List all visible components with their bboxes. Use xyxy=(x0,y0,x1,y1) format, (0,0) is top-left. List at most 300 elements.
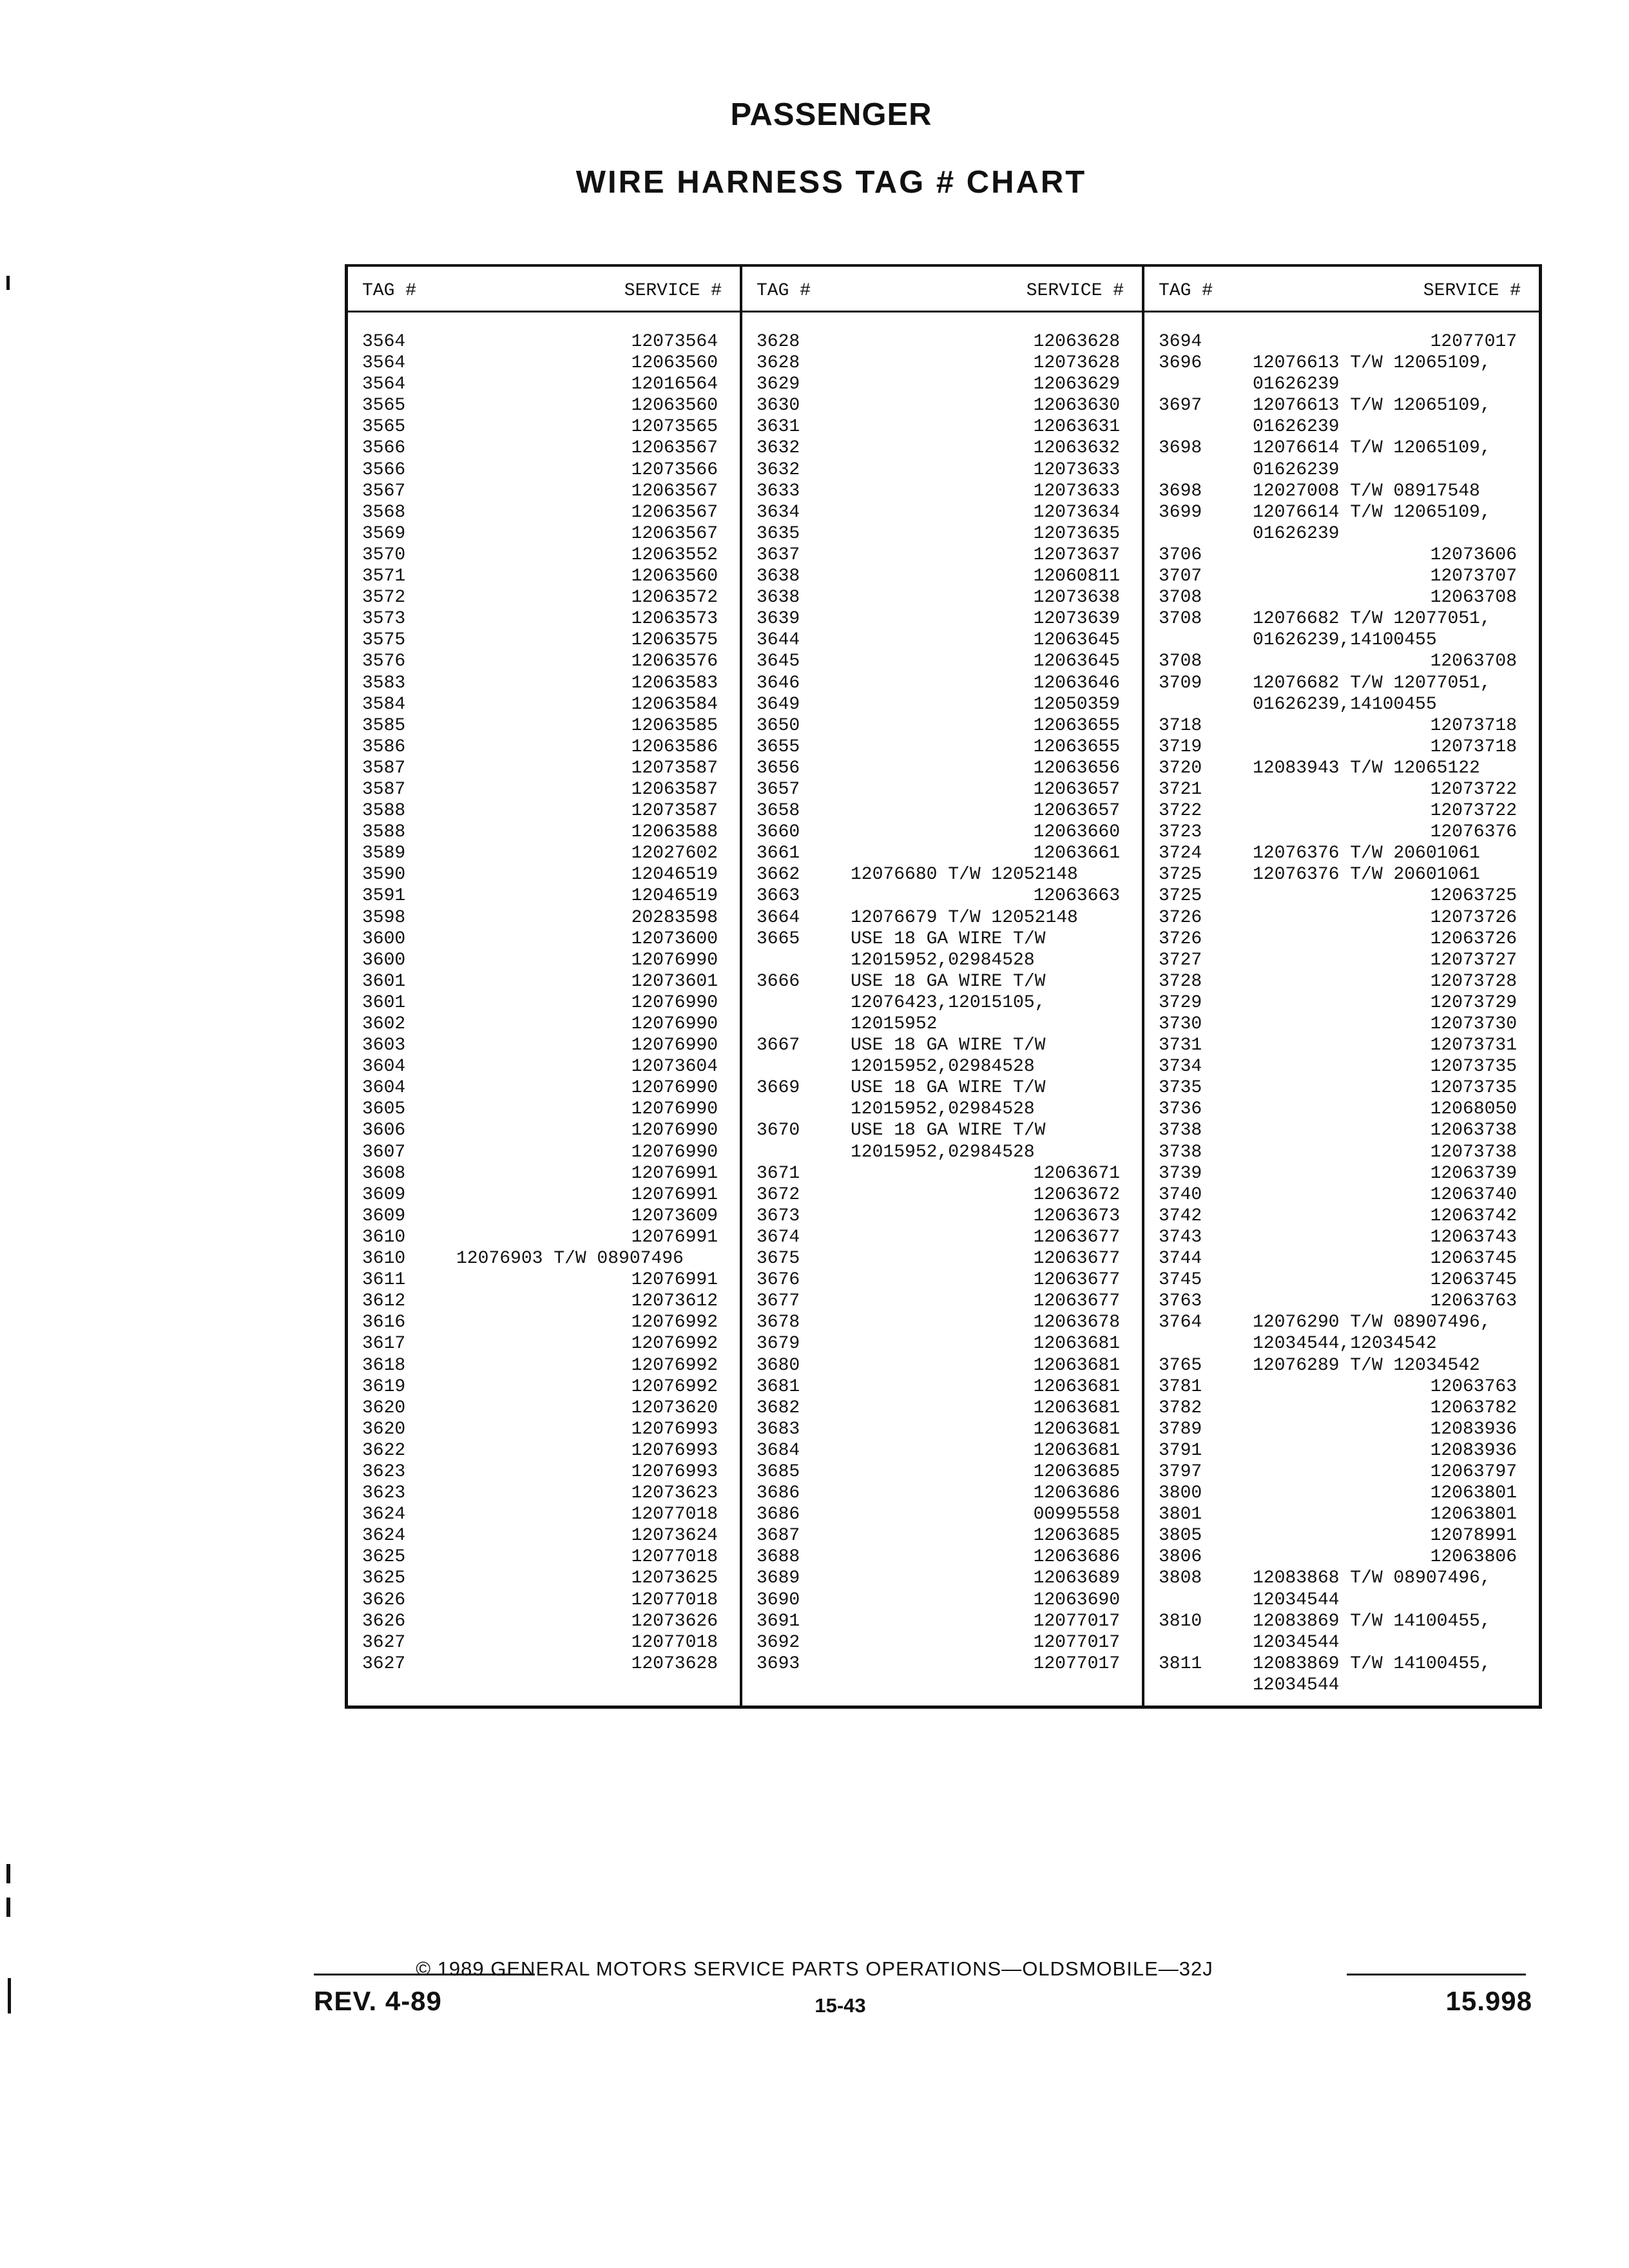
scan-edge-mark xyxy=(8,1978,11,2013)
service-number: 12063657 xyxy=(1033,801,1120,822)
service-number: 12063738 xyxy=(1430,1120,1517,1141)
tag-number: 3763 xyxy=(1159,1291,1202,1312)
service-number: 12073566 xyxy=(631,459,718,480)
service-number: 12077018 xyxy=(631,1590,718,1610)
tag-number: 3719 xyxy=(1159,736,1202,757)
service-number: 12063685 xyxy=(1033,1461,1120,1482)
tag-number: 3764 xyxy=(1159,1312,1202,1333)
table-row xyxy=(742,1419,1142,1440)
table-row xyxy=(348,1206,740,1227)
table-row xyxy=(742,1376,1142,1398)
table-row xyxy=(1144,885,1539,907)
tag-number: 3744 xyxy=(1159,1249,1202,1269)
service-number: 12073639 xyxy=(1033,609,1120,629)
tag-number: 3638 xyxy=(757,566,800,587)
tag-number: 3736 xyxy=(1159,1099,1202,1120)
table-row-continuation xyxy=(1144,1632,1539,1653)
row-list xyxy=(742,331,1142,1675)
service-number: USE 18 GA WIRE T/W xyxy=(851,1035,1046,1056)
service-number: 12063677 xyxy=(1033,1249,1120,1269)
table-row xyxy=(348,1035,740,1056)
service-header: SERVICE # xyxy=(1423,281,1521,301)
tag-number: 3572 xyxy=(362,588,406,608)
table-row xyxy=(348,566,740,587)
table-row xyxy=(1144,481,1539,502)
tag-number: 3590 xyxy=(362,865,406,885)
table-row xyxy=(742,1461,1142,1483)
tag-number: 3738 xyxy=(1159,1142,1202,1162)
tag-number: 3629 xyxy=(757,374,800,395)
table-row xyxy=(1144,502,1539,523)
service-number: 12063655 xyxy=(1033,715,1120,736)
service-number: 12083869 T/W 14100455, xyxy=(1253,1611,1491,1631)
table-row xyxy=(1144,1653,1539,1675)
table-row xyxy=(742,374,1142,395)
table-row xyxy=(348,1525,740,1546)
table-row xyxy=(1144,1398,1539,1419)
table-row xyxy=(1144,950,1539,971)
service-number: 12076993 xyxy=(631,1461,718,1482)
tag-number: 3679 xyxy=(757,1334,800,1354)
table-row xyxy=(1144,992,1539,1014)
service-number: 12027602 xyxy=(631,843,718,864)
table-row xyxy=(348,864,740,885)
table-row xyxy=(1144,1120,1539,1141)
tag-number: 3742 xyxy=(1159,1206,1202,1226)
table-row-continuation xyxy=(1144,416,1539,437)
table-row-continuation xyxy=(742,950,1142,971)
tag-number: 3663 xyxy=(757,886,800,907)
service-number: 12063725 xyxy=(1430,886,1517,907)
tag-number: 3628 xyxy=(757,332,800,352)
tag-number: 3645 xyxy=(757,651,800,672)
table-row-continuation xyxy=(1144,374,1539,395)
tag-number: 3724 xyxy=(1159,843,1202,864)
table-row-continuation xyxy=(742,1014,1142,1035)
service-number: 12073625 xyxy=(631,1568,718,1589)
chart-subtitle: WIRE HARNESS TAG # CHART xyxy=(575,165,1087,200)
tag-number: 3576 xyxy=(362,651,406,672)
tag-number: 3688 xyxy=(757,1547,800,1568)
tag-number: 3624 xyxy=(362,1504,406,1525)
table-row-continuation xyxy=(1144,1590,1539,1611)
table-row xyxy=(348,971,740,992)
service-number: 12015952,02984528 xyxy=(851,1099,1035,1120)
service-number: 12076991 xyxy=(631,1227,718,1247)
table-row xyxy=(348,608,740,629)
table-row-continuation xyxy=(1144,459,1539,481)
table-row xyxy=(1144,1568,1539,1589)
table-row xyxy=(348,502,740,523)
tag-header: TAG # xyxy=(362,281,417,301)
service-number: 12063681 xyxy=(1033,1398,1120,1418)
service-number: 12063681 xyxy=(1033,1440,1120,1461)
table-row xyxy=(742,758,1142,779)
tag-number: 3687 xyxy=(757,1526,800,1546)
tag-number: 3658 xyxy=(757,801,800,822)
service-number: 12063587 xyxy=(631,779,718,800)
page-number: 15-43 xyxy=(815,1994,866,2017)
table-row xyxy=(348,1184,740,1206)
service-number: 12063586 xyxy=(631,736,718,757)
table-row xyxy=(742,523,1142,544)
service-number: 12073735 xyxy=(1430,1078,1517,1099)
service-number: 12076289 T/W 12034542 xyxy=(1253,1355,1480,1376)
table-row xyxy=(742,395,1142,416)
tag-number: 3632 xyxy=(757,438,800,459)
service-number: 12076613 T/W 12065109, xyxy=(1253,353,1491,374)
table-row xyxy=(742,459,1142,481)
table-row xyxy=(1144,395,1539,416)
tag-number: 3675 xyxy=(757,1249,800,1269)
table-row xyxy=(1144,822,1539,843)
table-row xyxy=(1144,331,1539,352)
service-number: 12063629 xyxy=(1033,374,1120,395)
table-row xyxy=(742,1590,1142,1611)
table-row xyxy=(1144,1504,1539,1525)
tag-number: 3664 xyxy=(757,907,800,928)
table-row xyxy=(742,416,1142,437)
service-number: 12073707 xyxy=(1430,566,1517,587)
table-row xyxy=(742,544,1142,566)
tag-number: 3602 xyxy=(362,1014,406,1034)
tag-number: 3672 xyxy=(757,1184,800,1205)
table-row xyxy=(1144,843,1539,864)
column-header xyxy=(348,281,740,307)
tag-number: 3646 xyxy=(757,673,800,693)
table-row-continuation xyxy=(742,1099,1142,1120)
service-number: 12063708 xyxy=(1430,651,1517,672)
table-row xyxy=(1144,1355,1539,1376)
table-row xyxy=(742,885,1142,907)
tag-number: 3600 xyxy=(362,950,406,970)
table-row xyxy=(348,523,740,544)
table-row-continuation xyxy=(742,992,1142,1014)
tag-number: 3635 xyxy=(757,523,800,544)
tag-number: 3603 xyxy=(362,1035,406,1056)
service-number: 12063672 xyxy=(1033,1184,1120,1205)
table-row xyxy=(348,1291,740,1312)
tag-number: 3805 xyxy=(1159,1526,1202,1546)
table-row xyxy=(348,1014,740,1035)
tag-number: 3627 xyxy=(362,1632,406,1653)
table-row xyxy=(742,502,1142,523)
service-number: 12076679 T/W 12052148 xyxy=(851,907,1078,928)
service-number: 12063708 xyxy=(1430,588,1517,608)
tag-number: 3689 xyxy=(757,1568,800,1589)
tag-number: 3685 xyxy=(757,1461,800,1482)
service-number: 12063572 xyxy=(631,588,718,608)
service-number: 12063567 xyxy=(631,523,718,544)
tag-number: 3623 xyxy=(362,1483,406,1504)
service-number: 12076991 xyxy=(631,1184,718,1205)
service-number: 12063560 xyxy=(631,396,718,416)
service-number: 00995558 xyxy=(1033,1504,1120,1525)
tag-number: 3745 xyxy=(1159,1270,1202,1291)
table-row xyxy=(348,1333,740,1354)
service-number: 12063678 xyxy=(1033,1312,1120,1333)
table-row xyxy=(348,822,740,843)
service-number: 12063739 xyxy=(1430,1163,1517,1184)
table-row xyxy=(348,1376,740,1398)
tag-number: 3797 xyxy=(1159,1461,1202,1482)
service-number: 12077017 xyxy=(1033,1611,1120,1631)
service-number: 12073628 xyxy=(1033,353,1120,374)
service-number: 20283598 xyxy=(631,907,718,928)
service-number: 12063646 xyxy=(1033,673,1120,693)
tag-number: 3694 xyxy=(1159,332,1202,352)
service-number: 12073601 xyxy=(631,971,718,992)
table-row xyxy=(1144,587,1539,608)
table-row xyxy=(742,1120,1142,1141)
table-row xyxy=(1144,1077,1539,1099)
service-number: 12063801 xyxy=(1430,1504,1517,1525)
table-row xyxy=(348,1120,740,1141)
table-row xyxy=(348,437,740,459)
tag-number: 3709 xyxy=(1159,673,1202,693)
table-row xyxy=(348,1077,740,1099)
service-number: 12073729 xyxy=(1430,992,1517,1013)
table-row xyxy=(348,459,740,481)
table-row xyxy=(348,673,740,694)
service-number: USE 18 GA WIRE T/W xyxy=(851,971,1046,992)
service-number: 12083943 T/W 12065122 xyxy=(1253,758,1480,778)
service-number: 12077017 xyxy=(1033,1632,1120,1653)
service-number: 12034544 xyxy=(1253,1675,1340,1695)
service-number: 12063632 xyxy=(1033,438,1120,459)
service-number: 12076990 xyxy=(631,1014,718,1034)
service-number: 12063584 xyxy=(631,694,718,715)
service-number: 12015952,02984528 xyxy=(851,1142,1035,1162)
table-row xyxy=(742,1163,1142,1184)
table-row xyxy=(1144,544,1539,566)
service-number: 01626239 xyxy=(1253,417,1340,437)
tag-number: 3631 xyxy=(757,417,800,437)
tag-number: 3568 xyxy=(362,502,406,523)
table-row xyxy=(1144,1206,1539,1227)
tag-number: 3723 xyxy=(1159,822,1202,843)
tag-number: 3730 xyxy=(1159,1014,1202,1034)
tag-number: 3625 xyxy=(362,1568,406,1589)
tag-number: 3630 xyxy=(757,396,800,416)
service-number: 12073637 xyxy=(1033,544,1120,565)
service-number: 12063560 xyxy=(631,566,718,587)
tag-chart-table xyxy=(345,264,1542,1709)
table-row xyxy=(742,1483,1142,1504)
table-row xyxy=(1144,1056,1539,1077)
service-number: 12076990 xyxy=(631,950,718,970)
service-number: 12076992 xyxy=(631,1334,718,1354)
service-number: 12016564 xyxy=(631,374,718,395)
tag-number: 3665 xyxy=(757,928,800,949)
service-number: 12063567 xyxy=(631,438,718,459)
tag-number: 3676 xyxy=(757,1270,800,1291)
tag-number: 3734 xyxy=(1159,1057,1202,1077)
table-row xyxy=(348,1632,740,1653)
page-title: PASSENGER xyxy=(730,97,932,132)
tag-number: 3655 xyxy=(757,736,800,757)
table-row xyxy=(348,395,740,416)
tag-number: 3660 xyxy=(757,822,800,843)
service-number: USE 18 GA WIRE T/W xyxy=(851,928,1046,949)
service-number: 01626239 xyxy=(1253,459,1340,480)
service-number: 12063585 xyxy=(631,715,718,736)
tag-number: 3583 xyxy=(362,673,406,693)
service-number: 12063573 xyxy=(631,609,718,629)
service-number: 12063740 xyxy=(1430,1184,1517,1205)
service-number: 12063686 xyxy=(1033,1547,1120,1568)
column-header xyxy=(742,281,1142,307)
tag-number: 3800 xyxy=(1159,1483,1202,1504)
tag-number: 3591 xyxy=(362,886,406,907)
table-row xyxy=(1144,1035,1539,1056)
tag-number: 3662 xyxy=(757,865,800,885)
service-number: 12073638 xyxy=(1033,588,1120,608)
table-row xyxy=(1144,1142,1539,1163)
service-number: 12076614 T/W 12065109, xyxy=(1253,438,1491,459)
table-row xyxy=(348,1483,740,1504)
table-row xyxy=(742,651,1142,672)
table-row xyxy=(348,1546,740,1568)
service-number: 12063567 xyxy=(631,481,718,501)
tag-number: 3808 xyxy=(1159,1568,1202,1589)
service-number: 12063763 xyxy=(1430,1291,1517,1312)
tag-number: 3566 xyxy=(362,438,406,459)
tag-number: 3728 xyxy=(1159,971,1202,992)
table-row xyxy=(348,907,740,928)
table-row-continuation xyxy=(742,1056,1142,1077)
service-number: 12076376 T/W 20601061 xyxy=(1253,843,1480,864)
table-row xyxy=(742,1312,1142,1333)
service-number: 12063560 xyxy=(631,353,718,374)
tag-number: 3569 xyxy=(362,523,406,544)
service-number: 12073609 xyxy=(631,1206,718,1226)
service-number: 12063677 xyxy=(1033,1227,1120,1247)
table-row xyxy=(348,374,740,395)
tag-number: 3622 xyxy=(362,1440,406,1461)
scan-edge-mark xyxy=(6,276,10,290)
tag-number: 3738 xyxy=(1159,1120,1202,1141)
service-number: 01626239 xyxy=(1253,374,1340,395)
table-row xyxy=(348,352,740,374)
table-row xyxy=(742,928,1142,950)
service-number: 12046519 xyxy=(631,886,718,907)
service-number: 12015952,02984528 xyxy=(851,950,1035,970)
tag-number: 3810 xyxy=(1159,1611,1202,1631)
table-row xyxy=(1144,1269,1539,1291)
service-number: 12063660 xyxy=(1033,822,1120,843)
tag-number: 3673 xyxy=(757,1206,800,1226)
tag-number: 3649 xyxy=(757,694,800,715)
table-row xyxy=(348,1611,740,1632)
table-row xyxy=(348,1227,740,1248)
service-number: 12050359 xyxy=(1033,694,1120,715)
tag-number: 3601 xyxy=(362,971,406,992)
table-row xyxy=(742,1653,1142,1675)
tag-number: 3632 xyxy=(757,459,800,480)
service-number: 12063742 xyxy=(1430,1206,1517,1226)
service-number: 12077018 xyxy=(631,1632,718,1653)
service-number: 12073587 xyxy=(631,758,718,778)
table-row xyxy=(1144,1419,1539,1440)
table-row xyxy=(1144,1014,1539,1035)
service-number: 12063552 xyxy=(631,544,718,565)
tag-number: 3627 xyxy=(362,1653,406,1674)
service-number: 12076990 xyxy=(631,1120,718,1141)
service-number: 12027008 T/W 08917548 xyxy=(1253,481,1480,501)
tag-number: 3674 xyxy=(757,1227,800,1247)
service-number: 12083936 xyxy=(1430,1419,1517,1439)
service-number: 12063655 xyxy=(1033,736,1120,757)
service-number: 12063677 xyxy=(1033,1270,1120,1291)
service-number: 12034544,12034542 xyxy=(1253,1334,1437,1354)
service-header: SERVICE # xyxy=(624,281,722,301)
service-number: 12073728 xyxy=(1430,971,1517,992)
table-row xyxy=(1144,1440,1539,1461)
tag-number: 3727 xyxy=(1159,950,1202,970)
tag-number: 3608 xyxy=(362,1163,406,1184)
tag-number: 3584 xyxy=(362,694,406,715)
table-row xyxy=(348,928,740,950)
service-number: 12076990 xyxy=(631,1078,718,1099)
scan-edge-mark xyxy=(6,1864,10,1883)
table-row xyxy=(742,1077,1142,1099)
table-row xyxy=(348,1461,740,1483)
service-number: 12060811 xyxy=(1033,566,1120,587)
service-number: 12073604 xyxy=(631,1057,718,1077)
tag-number: 3638 xyxy=(757,588,800,608)
tag-number: 3624 xyxy=(362,1526,406,1546)
tag-number: 3678 xyxy=(757,1312,800,1333)
section-code: 15.998 xyxy=(1445,1986,1532,2016)
service-number: 12063745 xyxy=(1430,1270,1517,1291)
service-number: 12073633 xyxy=(1033,481,1120,501)
table-row xyxy=(742,843,1142,864)
service-number: 12063576 xyxy=(631,651,718,672)
service-number: 12077017 xyxy=(1430,332,1517,352)
service-header: SERVICE # xyxy=(1026,281,1124,301)
tag-number: 3690 xyxy=(757,1590,800,1610)
service-number: 12073620 xyxy=(631,1398,718,1418)
service-number: 12063690 xyxy=(1033,1590,1120,1610)
tag-number: 3692 xyxy=(757,1632,800,1653)
table-row xyxy=(1144,437,1539,459)
tag-number: 3564 xyxy=(362,332,406,352)
table-row xyxy=(742,715,1142,736)
service-number: 12034544 xyxy=(1253,1590,1340,1610)
service-number: 12073624 xyxy=(631,1526,718,1546)
tag-number: 3609 xyxy=(362,1206,406,1226)
table-row xyxy=(1144,864,1539,885)
service-number: 12073612 xyxy=(631,1291,718,1312)
service-number: 01626239,14100455 xyxy=(1253,694,1437,715)
service-number: 12015952 xyxy=(851,1014,938,1034)
table-row xyxy=(348,1142,740,1163)
service-number: 12076990 xyxy=(631,992,718,1013)
table-row xyxy=(742,800,1142,822)
table-row xyxy=(1144,1227,1539,1248)
table-row xyxy=(742,1398,1142,1419)
tag-number: 3587 xyxy=(362,779,406,800)
tag-number: 3666 xyxy=(757,971,800,992)
service-number: 12076990 xyxy=(631,1035,718,1056)
tag-number: 3661 xyxy=(757,843,800,864)
service-number: 12076376 T/W 20601061 xyxy=(1253,865,1480,885)
tag-number: 3587 xyxy=(362,758,406,778)
tag-number: 3681 xyxy=(757,1376,800,1397)
table-row xyxy=(1144,1248,1539,1269)
service-number: 12076680 T/W 12052148 xyxy=(851,865,1078,885)
